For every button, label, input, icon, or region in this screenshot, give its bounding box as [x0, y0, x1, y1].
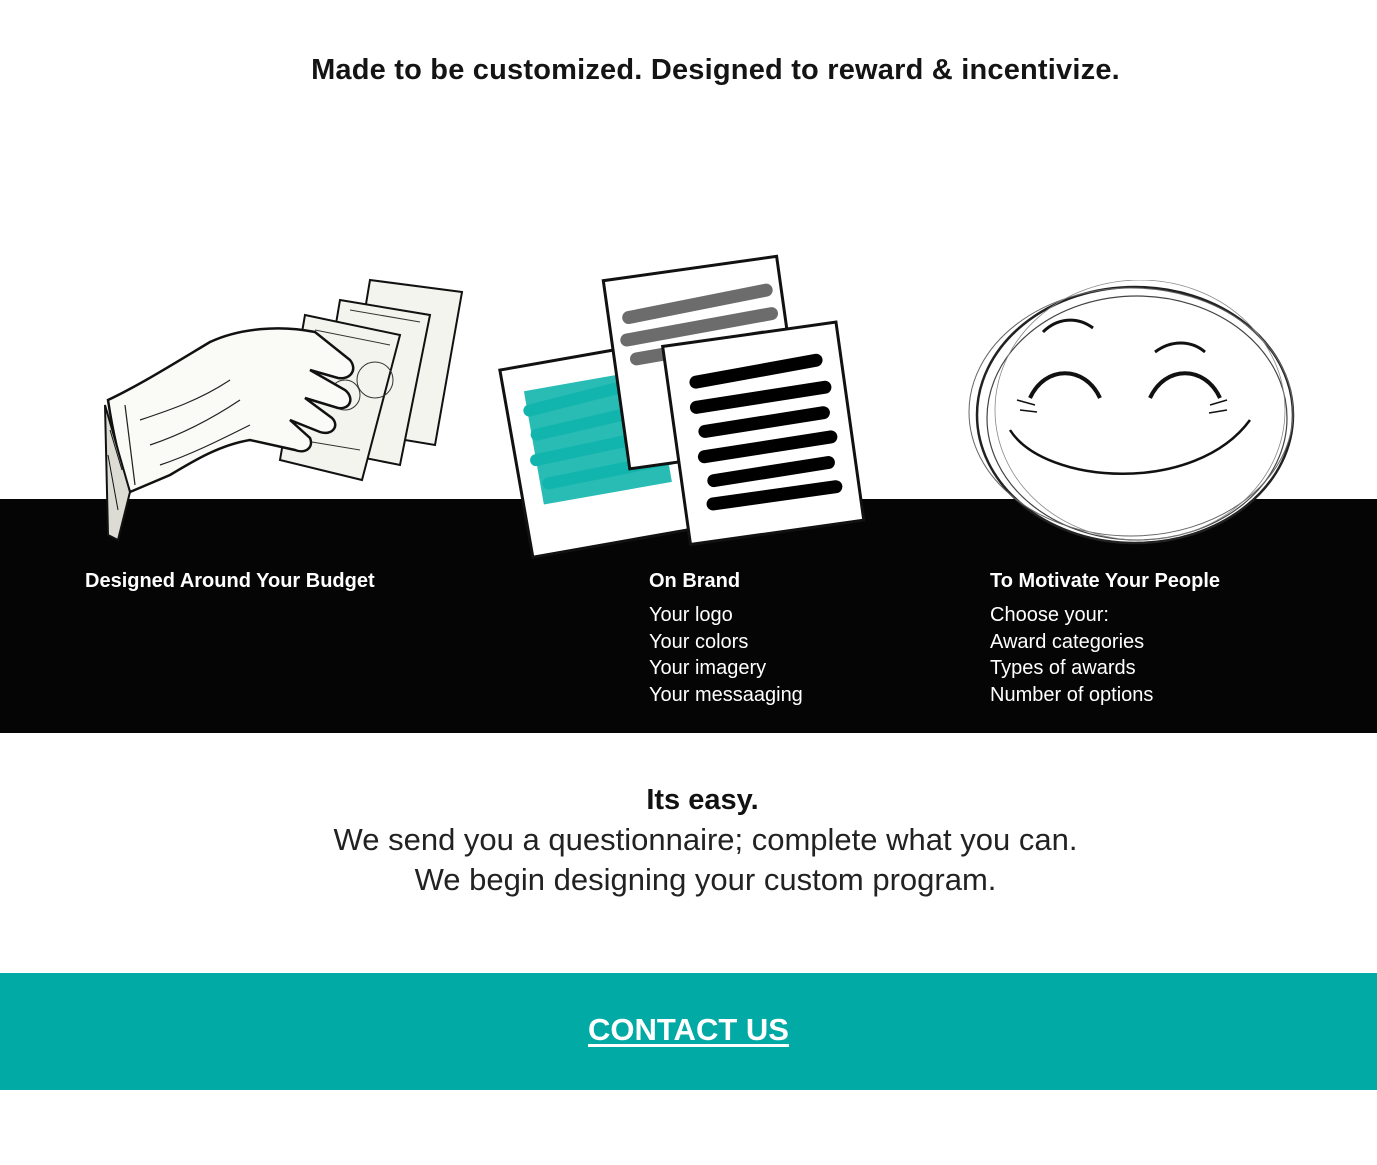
- headline: Made to be customized. Designed to reward & incentivize.: [311, 54, 1120, 86]
- feature-motivate-item: Number of options: [990, 683, 1154, 706]
- contact-us-link[interactable]: CONTACT US: [588, 1012, 789, 1047]
- feature-on-brand-item: Your logo: [649, 604, 733, 626]
- brand-swatches-icon: [495, 238, 890, 563]
- feature-motivate-item: Award categories: [990, 630, 1145, 653]
- smiley-face-icon: [965, 280, 1305, 555]
- easy-line-1: We send you a questionnaire; complete what you can.: [333, 822, 1078, 857]
- hand-with-money-icon: [100, 270, 475, 550]
- feature-motivate-item: Types of awards: [990, 657, 1136, 679]
- feature-on-brand-item: Your colors: [649, 630, 749, 653]
- easy-line-2: We begin designing your custom program.: [414, 862, 997, 897]
- feature-budget-title: Designed Around Your Budget: [85, 570, 375, 592]
- feature-on-brand-item: Your imagery: [649, 657, 767, 679]
- feature-on-brand: [649, 570, 803, 708]
- feature-budget: [85, 570, 375, 602]
- feature-motivate-title: To Motivate Your People: [990, 570, 1221, 592]
- feature-on-brand-title: On Brand: [649, 570, 741, 592]
- feature-motivate: [990, 570, 1220, 708]
- easy-heading: Its easy.: [646, 784, 759, 816]
- feature-on-brand-item: Your messaaging: [649, 683, 803, 706]
- feature-motivate-item: Choose your:: [990, 604, 1109, 626]
